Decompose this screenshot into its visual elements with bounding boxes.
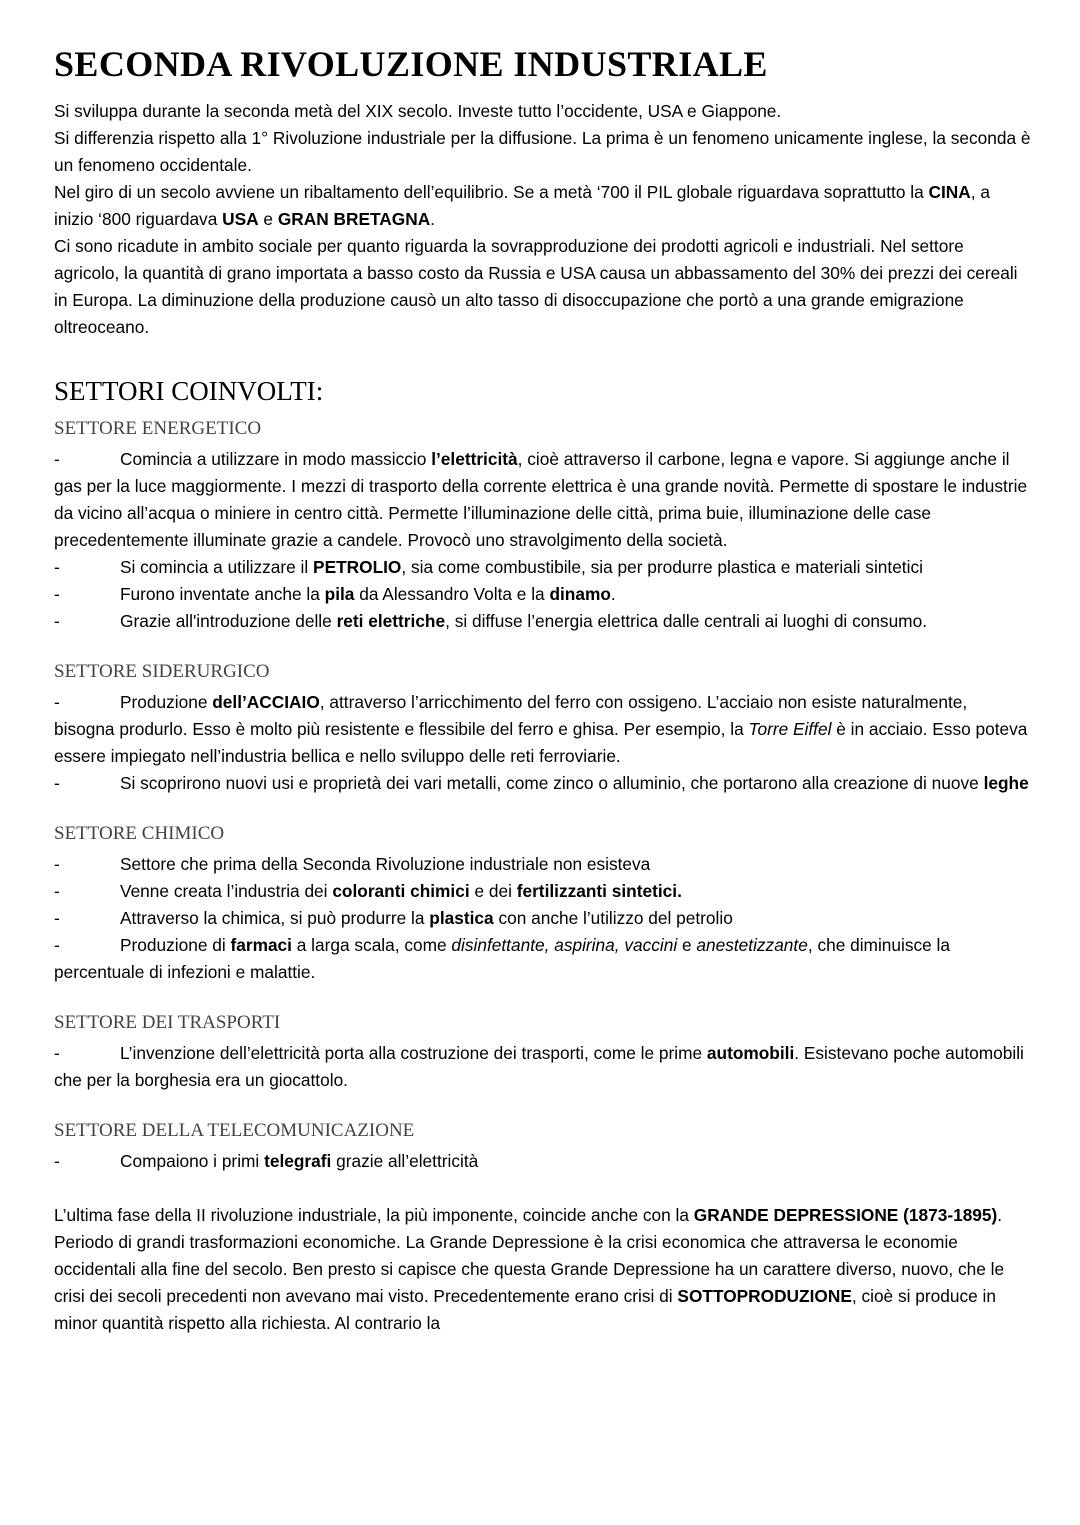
paragraph bbox=[54, 98, 1032, 125]
text-segment: leghe bbox=[983, 773, 1029, 794]
text-segment: Produzione bbox=[120, 692, 213, 713]
text-segment: . Periodo di grandi trasformazioni economiche. La Grande Depressione è la crisi economica che attraversa le economie occidentali alla fine del secolo. Ben presto si capisce che questa Grande Depressione ha un carattere diverso, nuovo, che le crisi dei secoli precedenti non avevano mai visto. Precedentemente erano crisi di bbox=[54, 1205, 1005, 1307]
text-segment: , cioè si produce in minor quantità rispetto alla richiesta. Al contrario la bbox=[54, 1286, 996, 1334]
subsection-heading bbox=[54, 659, 1032, 684]
paragraph bbox=[54, 179, 1032, 233]
text-segment: è in acciaio. Esso poteva essere impiegato nell’industria bellica e nello sviluppo delle reti ferroviarie. bbox=[54, 719, 1028, 767]
text-segment: coloranti chimici bbox=[332, 881, 470, 902]
document-title: SECONDA RIVOLUZIONE INDUSTRIALE bbox=[54, 44, 768, 84]
text-segment: Comincia a utilizzare in modo massiccio bbox=[120, 449, 432, 470]
text-segment: SETTORE ENERGETICO bbox=[54, 418, 262, 440]
text-segment: , si diffuse l’energia elettrica dalle centrali ai luoghi di consumo. bbox=[445, 611, 927, 632]
text-segment: l’elettricità bbox=[431, 449, 518, 470]
text-segment: SETTORE CHIMICO bbox=[54, 823, 225, 845]
text-segment: Ci sono ricadute in ambito sociale per quanto riguarda la sovrapproduzione dei prodotti agricoli e industriali. Nel settore agricolo, la quantità di grano importata a basso costo da Russia e USA causa un abbassamento del 30% dei prezzi dei cereali in Europa. La diminuzione della produzione causò un alto tasso di disoccupazione che portò a una grande emigrazione oltreoceano. bbox=[54, 236, 1018, 338]
text-segment: Nel giro di un secolo avviene un ribaltamento dell’equilibrio. Se a metà ‘700 il PIL globale riguardava soprattutto la bbox=[54, 182, 929, 203]
bullet-dash: - bbox=[54, 1043, 60, 1064]
bullet-item bbox=[54, 446, 1032, 554]
bullet-dash: - bbox=[54, 557, 60, 578]
text-segment: PETROLIO bbox=[313, 557, 402, 578]
text-segment: SOTTOPRODUZIONE bbox=[677, 1286, 852, 1307]
text-segment: SETTORI COINVOLTI: bbox=[54, 376, 324, 407]
text-segment: Grazie all'introduzione delle bbox=[120, 611, 337, 632]
bullet-item bbox=[54, 878, 1032, 905]
subsection-heading bbox=[54, 1118, 1032, 1143]
text-segment: Torre Eiffel bbox=[748, 719, 832, 740]
paragraph bbox=[54, 125, 1032, 179]
bullet-dash: - bbox=[54, 908, 60, 929]
text-segment: L’ultima fase della II rivoluzione industriale, la più imponente, coincide anche con la bbox=[54, 1205, 694, 1226]
bullet-dash: - bbox=[54, 449, 60, 470]
bullet-item bbox=[54, 581, 1032, 608]
text-segment: Si scoprirono nuovi usi e proprietà dei vari metalli, come zinco o alluminio, che portarono alla creazione di nuove bbox=[120, 773, 984, 794]
document-body bbox=[54, 98, 1032, 1337]
text-segment: . bbox=[610, 584, 616, 605]
text-segment: farmaci bbox=[230, 935, 292, 956]
text-segment: , attraverso l’arricchimento del ferro con ossigeno. L’acciaio non esiste naturalmente, bisogna produrlo. Esso è molto più resistente e flessibile del ferro e ghisa. Per esempio, la bbox=[54, 692, 968, 740]
text-segment: , cioè attraverso il carbone, legna e vapore. Si aggiunge anche il gas per la luce maggiormente. I mezzi di trasporto della corrente elettrica è una grande novità. Permette di spostare le industrie da vicino all’acqua o miniere in centro città. Permette l’illuminazione delle città, prima buie, illuminazione delle case precedentemente illuminate grazie a candele. Provocò uno stravolgimento della società. bbox=[54, 449, 1028, 551]
text-segment: Si sviluppa durante la seconda metà del XIX secolo. Investe tutto l’occidente, USA e Giappone. bbox=[54, 101, 782, 122]
text-segment: reti elettriche bbox=[336, 611, 446, 632]
text-segment: SETTORE DEI TRASPORTI bbox=[54, 1012, 281, 1034]
text-segment: . bbox=[430, 209, 435, 230]
text-segment: e dei bbox=[469, 881, 517, 902]
text-segment: dell’ACCIAIO bbox=[212, 692, 320, 713]
text-segment: Compaiono i primi bbox=[120, 1151, 265, 1172]
text-segment: SETTORE DELLA TELECOMUNICAZIONE bbox=[54, 1120, 415, 1142]
text-segment: disinfettante, aspirina, vaccini bbox=[451, 935, 678, 956]
bullet-item bbox=[54, 770, 1032, 797]
bullet-dash: - bbox=[54, 611, 60, 632]
text-segment: fertilizzanti sintetici. bbox=[516, 881, 682, 902]
bullet-dash: - bbox=[54, 935, 60, 956]
bullet-item bbox=[54, 608, 1032, 635]
text-segment: anestetizzante bbox=[696, 935, 808, 956]
subsection-heading bbox=[54, 416, 1032, 441]
text-segment: , a inizio ‘800 riguardava bbox=[54, 182, 990, 230]
text-segment: Furono inventate anche la bbox=[120, 584, 325, 605]
bullet-item bbox=[54, 932, 1032, 986]
text-segment: da Alessandro Volta e la bbox=[354, 584, 550, 605]
bullet-item bbox=[54, 1148, 1032, 1175]
text-segment: plastica bbox=[429, 908, 494, 929]
text-segment: Si comincia a utilizzare il bbox=[120, 557, 314, 578]
blank-line bbox=[54, 341, 1032, 368]
bullet-dash: - bbox=[54, 881, 60, 902]
text-segment: GRAN BRETAGNA bbox=[277, 209, 431, 230]
bullet-dash: - bbox=[54, 854, 60, 875]
bullet-dash: - bbox=[54, 1151, 60, 1172]
text-segment: e bbox=[677, 935, 697, 956]
text-segment: dinamo bbox=[549, 584, 611, 605]
text-segment: . Esistevano poche automobili che per la borghesia era un giocattolo. bbox=[54, 1043, 1024, 1091]
text-segment: USA bbox=[222, 209, 259, 230]
text-segment: pila bbox=[324, 584, 355, 605]
text-segment: Si differenzia rispetto alla 1° Rivoluzione industriale per la diffusione. La prima è un fenomeno unicamente inglese, la seconda è un fenomeno occidentale. bbox=[54, 128, 1031, 176]
text-segment: GRANDE DEPRESSIONE (1873-1895) bbox=[693, 1205, 998, 1226]
bullet-item bbox=[54, 1040, 1032, 1094]
text-segment: , sia come combustibile, sia per produrre plastica e materiali sintetici bbox=[401, 557, 923, 578]
text-segment: automobili bbox=[706, 1043, 795, 1064]
text-segment: CINA bbox=[928, 182, 971, 203]
text-segment: Venne creata l’industria dei bbox=[120, 881, 333, 902]
text-segment: con anche l’utilizzo del petrolio bbox=[493, 908, 733, 929]
section-heading bbox=[54, 374, 1032, 408]
text-segment: e bbox=[258, 209, 278, 230]
bullet-dash: - bbox=[54, 773, 60, 794]
text-segment: grazie all’elettricità bbox=[331, 1151, 479, 1172]
text-segment: SETTORE SIDERURGICO bbox=[54, 661, 270, 683]
paragraph bbox=[54, 1202, 1032, 1337]
text-segment: telegrafi bbox=[264, 1151, 332, 1172]
subsection-heading bbox=[54, 821, 1032, 846]
text-segment: a larga scala, come bbox=[291, 935, 452, 956]
bullet-item bbox=[54, 851, 1032, 878]
text-segment: Attraverso la chimica, si può produrre la bbox=[120, 908, 430, 929]
bullet-dash: - bbox=[54, 692, 60, 713]
subsection-heading bbox=[54, 1010, 1032, 1035]
text-segment: L’invenzione dell’elettricità porta alla costruzione dei trasporti, come le prime bbox=[120, 1043, 707, 1064]
text-segment: Produzione di bbox=[120, 935, 231, 956]
paragraph bbox=[54, 233, 1032, 341]
bullet-item bbox=[54, 689, 1032, 770]
text-segment: Settore che prima della Seconda Rivoluzione industriale non esisteva bbox=[120, 854, 651, 875]
bullet-dash: - bbox=[54, 584, 60, 605]
bullet-item bbox=[54, 554, 1032, 581]
text-segment: , che diminuisce la percentuale di infezioni e malattie. bbox=[54, 935, 951, 983]
blank-line bbox=[54, 1175, 1032, 1202]
bullet-item bbox=[54, 905, 1032, 932]
